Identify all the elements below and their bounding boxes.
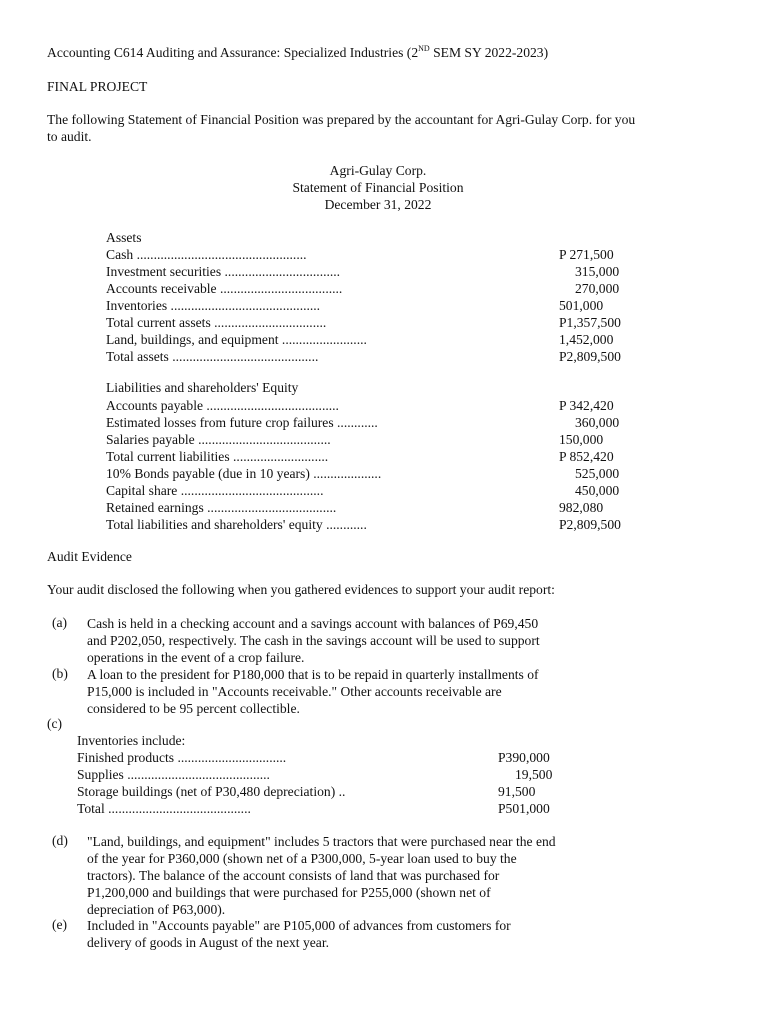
liability-amount: P2,809,500: [559, 517, 621, 532]
course-title-superscript: ND: [418, 44, 430, 53]
asset-amount: P1,357,500: [559, 315, 621, 330]
inventory-amount: 91,500: [498, 784, 536, 799]
liability-amount: 150,000: [559, 432, 604, 447]
statement-title: Statement of Financial Position: [292, 180, 464, 195]
liability-label: Retained earnings ......................................: [106, 500, 337, 515]
item-letter: (a): [52, 615, 68, 630]
item-letter: (b): [52, 666, 68, 681]
audit-evidence-heading: Audit Evidence: [47, 549, 132, 564]
inventory-label: Storage buildings (net of P30,480 depreciation) ..: [77, 784, 346, 799]
inventory-amount: 19,500: [515, 767, 553, 782]
liabilities-heading: Liabilities and shareholders' Equity: [106, 380, 299, 395]
liability-label: Total current liabilities ............................: [106, 449, 329, 464]
asset-amount: 1,452,000: [559, 332, 614, 347]
liability-label: Salaries payable .......................................: [106, 432, 331, 447]
asset-label: Inventories ............................................: [106, 298, 321, 313]
item-letter: (d): [52, 833, 68, 848]
liability-label: Estimated losses from future crop failures ............: [106, 415, 378, 430]
inventory-label: Total ..........................................: [77, 801, 251, 816]
item-letter: (e): [52, 917, 68, 932]
course-title-prefix: Accounting C614 Auditing and Assurance: Specialized Industries (2: [47, 45, 419, 60]
inventory-label: Supplies ..........................................: [77, 767, 270, 782]
course-title-suffix: SEM SY 2022-2023): [429, 45, 549, 60]
intro-line-2: to audit.: [47, 129, 92, 144]
asset-label: Cash ..................................................: [106, 247, 307, 262]
item-letter-c: (c): [47, 716, 63, 731]
course-title: [47, 45, 548, 61]
audit-intro: Your audit disclosed the following when you gathered evidences to support your audit report:: [47, 582, 555, 597]
statement-date: December 31, 2022: [324, 197, 432, 212]
liability-label: 10% Bonds payable (due in 10 years) ....................: [106, 466, 382, 481]
assets-heading: Assets: [106, 230, 142, 245]
asset-label: Investment securities ..................................: [106, 264, 341, 279]
asset-amount: 501,000: [559, 298, 604, 313]
liability-amount: P 852,420: [559, 449, 614, 464]
asset-amount: 315,000: [575, 264, 620, 279]
asset-amount: 270,000: [575, 281, 620, 296]
asset-amount: P 271,500: [559, 247, 614, 262]
item-text: Cash is held in a checking account and a savings account with balances of P69,450 and P202,050, respectively. The cash in the savings account will be used to support operations in the event of a crop failure.: [87, 616, 540, 665]
asset-label: Accounts receivable ....................................: [106, 281, 343, 296]
liability-amount: 360,000: [575, 415, 620, 430]
intro-line-1: The following Statement of Financial Position was prepared by the accountant for Agri-Gulay Corp. for you: [47, 112, 636, 127]
inventory-amount: P501,000: [498, 801, 550, 816]
item-text: Included in "Accounts payable" are P105,000 of advances from customers for delivery of goods in August of the next year.: [87, 918, 511, 950]
asset-amount: P2,809,500: [559, 349, 621, 364]
liability-amount: P 342,420: [559, 398, 614, 413]
liability-amount: 525,000: [575, 466, 620, 481]
inventories-heading: Inventories include:: [77, 733, 186, 748]
asset-label: Total current assets .................................: [106, 315, 327, 330]
item-text: A loan to the president for P180,000 that is to be repaid in quarterly installments of P15,000 is included in "Accounts receivable." Other accounts receivable are considered to be 95 percent collectible.: [87, 667, 539, 716]
liability-label: Capital share ..........................................: [106, 483, 324, 498]
audit-item-a: [52, 615, 572, 667]
company-name: Agri-Gulay Corp.: [329, 163, 427, 178]
item-text: "Land, buildings, and equipment" includes 5 tractors that were purchased near the end of the year for P360,000 (shown net of a P300,000, 5-year loan used to buy the tractors). The balance of the account consists of land that was purchased for P1,200,000 and buildings that were purchased for P255,000 (shown net of depreciation of P63,000).: [87, 834, 556, 917]
asset-label: Total assets ...........................................: [106, 349, 319, 364]
inventory-label: Finished products ................................: [77, 750, 287, 765]
audit-item-e: [52, 917, 572, 953]
liability-label: Total liabilities and shareholders' equity ............: [106, 517, 367, 532]
audit-item-d: [52, 833, 572, 919]
liability-amount: 982,080: [559, 500, 604, 515]
liability-amount: 450,000: [575, 483, 620, 498]
asset-label: Land, buildings, and equipment .........................: [106, 332, 367, 347]
inventory-amount: P390,000: [498, 750, 550, 765]
project-title: FINAL PROJECT: [47, 79, 148, 94]
liability-label: Accounts payable .......................................: [106, 398, 339, 413]
audit-item-b: [52, 666, 572, 718]
